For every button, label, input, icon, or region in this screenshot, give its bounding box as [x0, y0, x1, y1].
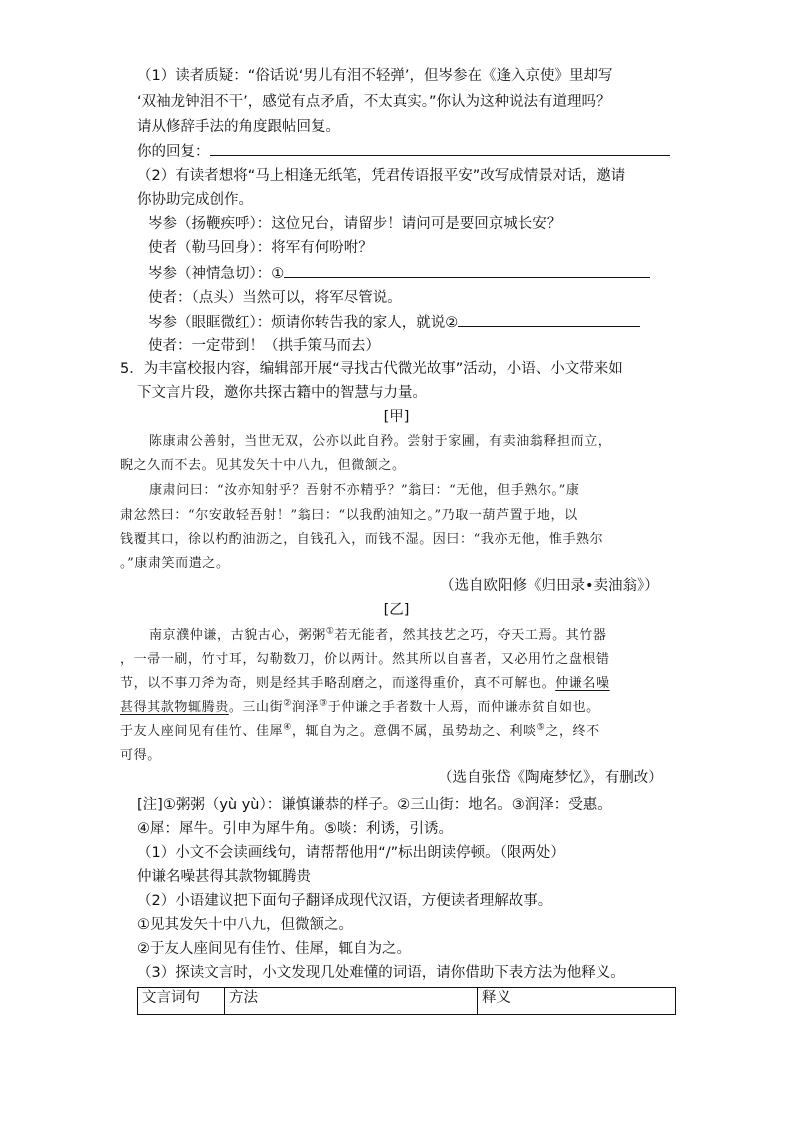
jia-line-4: 肃忿然曰：“尔安敢轻吾射！”翁曰：“以我酌油知之。”乃取一葫芦置于地，以	[120, 508, 578, 523]
yi-line-5	[120, 722, 600, 742]
q4-part1-line1: （1）读者质疑：“俗话说‘男儿有泪不轻弹’，但岑参在《逢入京使》里却写	[137, 68, 613, 84]
reply-label: 你的回复：	[137, 144, 210, 160]
dialogue-line-2: 使者（勒马回身）：将军有何吩咐？	[148, 240, 373, 256]
passage-jia-heading: [甲]	[383, 409, 410, 425]
notes-line-1: [注]①粥粥（yù yù）：谦慎谦恭的样子。②三山街：地名。③润泽：受惠。	[137, 797, 612, 813]
yi-line-4a: 。三山街	[228, 700, 284, 715]
dialogue-line-4: 使者：（点头）当然可以，将军尽管说。	[148, 290, 402, 306]
q5-intro-line2: 下文言片段，邀你共探古籍中的智慧与力量。	[137, 385, 427, 401]
q4-part2-line2: 你协助完成创作。	[137, 192, 253, 208]
jia-line-6: 。”康肃笑而遣之。	[120, 556, 230, 571]
yi-line-5a: 于友人座间见有佳竹、佳犀	[120, 724, 284, 739]
dialogue-line-6: 使者：一定带到！（拱手策马而去）	[148, 338, 380, 354]
dialogue-line-1: 岑参（扬鞭疾呼）：这位兄台，请留步！请问可是要回京城长安？	[148, 216, 562, 232]
sub-question-2: （2）小语建议把下面句子翻译成现代汉语，方便读者理解故事。	[137, 893, 553, 909]
definition-table	[137, 987, 676, 1015]
yi-line-3a: 节，以不事刀斧为奇，则是经其手略刮磨之，而遂得重价，真不可解也。	[120, 676, 556, 691]
yi-note-mark-2: ②	[283, 698, 292, 709]
yi-line-1a: 南京濮仲谦，古貌古心，粥粥	[149, 628, 326, 643]
table-header-meaning: 释义	[478, 988, 676, 1015]
q4-part1-line2: ‘双袖龙钟泪不干’，感觉有点矛盾，不太真实。”你认为这种说法有道理吗？	[137, 94, 611, 110]
sub-question-1-sentence: 仲谦名噪甚得其款物辄腾贵	[137, 869, 311, 885]
sub-question-2-a: ①见其发矢十中八九，但微颔之。	[137, 917, 353, 933]
q4-part2-line1: （2）有读者想将“马上相逢无纸笔，凭君传语报平安”改写成情景对话，邀请	[137, 168, 626, 184]
yi-note-mark-3: ③	[319, 698, 328, 709]
table-header-row	[138, 988, 676, 1015]
yi-line-4	[120, 698, 600, 718]
jia-line-5: 钱覆其口，徐以杓酌油沥之，自钱孔入，而钱不湿。因曰：“我亦无他，惟手熟尔	[120, 532, 604, 547]
q5-intro-line1: 5．为丰富校报内容，编辑部开展“寻找古代微光故事”活动，小语、小文带来如	[120, 361, 623, 377]
passage-yi-heading: [乙]	[383, 602, 410, 618]
yi-line-5b: ，辄自为之。意偶不属，虽势劫之、利啖	[291, 724, 537, 739]
dialogue-line-3	[148, 263, 650, 284]
yi-line-5c: 之，终不	[545, 724, 600, 739]
dialogue-line-5-text: 岑参（眼眶微红）：烦请你转告我的家人，就说②	[148, 315, 459, 331]
yi-line-3	[120, 674, 610, 694]
dialogue-line-5	[148, 312, 640, 333]
jia-line-2: 睨之久而不去。见其发矢十中八九，但微颔之。	[120, 458, 406, 473]
dialogue-blank-2[interactable]	[458, 312, 640, 327]
yi-source: （选自张岱《陶庵梦忆》，有删改）	[438, 770, 663, 786]
dialogue-line-3-text: 岑参（神情急切）：①	[148, 266, 285, 282]
underlined-sentence-part1: 仲谦名噪	[555, 676, 610, 691]
yi-line-1b: 若无能者，然其技艺之巧，夺天工焉。其竹器	[334, 628, 607, 643]
yi-line-4c: 于仲谦之手者数十人焉，而仲谦赤贫自如也。	[327, 700, 600, 715]
q4-part1-line3: 请从修辞手法的角度跟帖回复。	[137, 119, 340, 135]
yi-note-mark-5: ⑤	[536, 722, 546, 733]
underlined-sentence-part2: 甚得其款物辄腾贵	[120, 700, 229, 715]
reply-blank[interactable]	[210, 141, 670, 156]
jia-line-3: 康肃问曰：“汝亦知射乎？吾射不亦精乎？”翁曰：“无他，但手熟尔。”康	[149, 483, 580, 498]
jia-source: （选自欧阳修《归田录•卖油翁》）	[440, 578, 659, 594]
dialogue-blank-1[interactable]	[284, 263, 650, 278]
sub-question-1: （1）小文不会读画线句，请帮帮他用“/”标出朗读停顿。（限两处）	[137, 845, 565, 861]
yi-line-4b: 润泽	[291, 700, 320, 715]
jia-line-1: 陈康肃公善射，当世无双，公亦以此自矜。尝射于家圃，有卖油翁释担而立，	[149, 434, 612, 449]
yi-note-mark-4: ④	[283, 722, 292, 733]
sub-question-2-b: ②于友人座间见有佳竹、佳犀，辄自为之。	[137, 941, 411, 957]
reply-row	[137, 141, 670, 162]
sub-question-3: （3）探读文言时，小文发现几处难懂的词语，请你借助下表方法为他释义。	[137, 965, 625, 981]
yi-line-2: ，一帚一刷，竹寸耳，勾勒数刀，价以两计。然其所以自喜者，又必用竹之盘根错	[120, 652, 610, 667]
table-header-phrase: 文言词句	[138, 988, 225, 1015]
yi-note-mark-1: ①	[325, 626, 335, 637]
notes-line-2: ④犀：犀牛。引申为犀牛角。⑤啖：利诱，引诱。	[137, 821, 453, 837]
yi-line-1	[149, 626, 607, 646]
table-header-method: 方法	[225, 988, 478, 1015]
yi-line-6: 可得。	[120, 748, 161, 763]
